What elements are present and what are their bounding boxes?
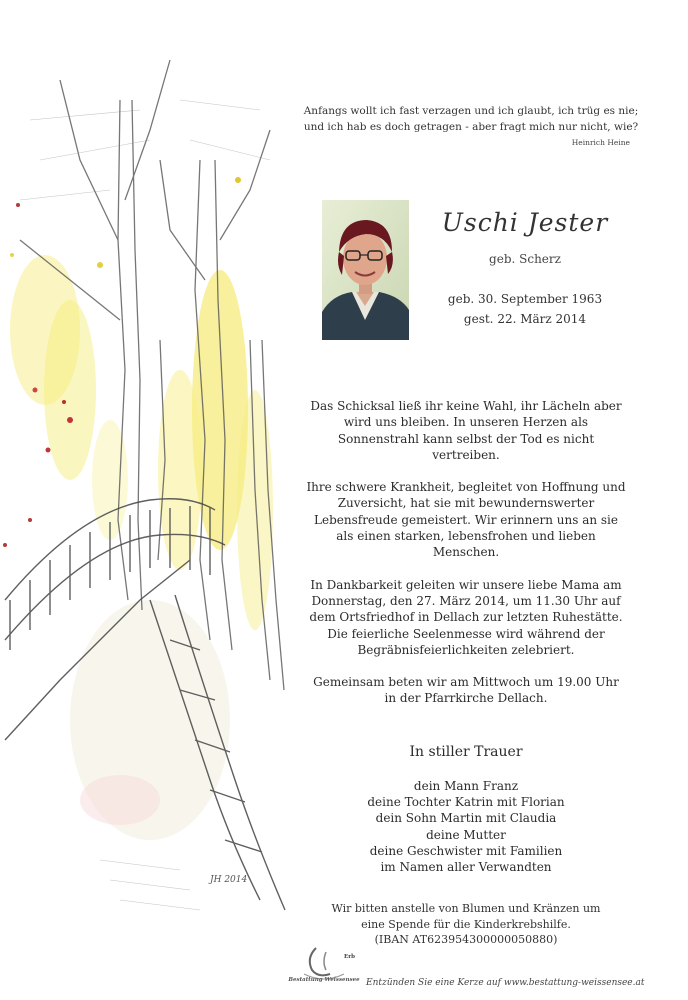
obituary-paragraph: Ihre schwere Krankheit, begleitet von Hoffnung und Zuversicht, hat sie mit bewundernswerter Lebensfreude gemeistert. Wir erinnern uns an sie als einen starken, lebensfrohen und lieben Menschen.: [306, 480, 626, 560]
mourner-line: im Namen aller Verwandten: [380, 860, 552, 875]
maiden-name: geb. Scherz: [489, 252, 561, 266]
funeral-home-logo-icon: [286, 944, 362, 992]
mourner-line: dein Mann Franz: [413, 779, 519, 793]
mourners-list: [306, 778, 626, 875]
death-date: gest. 22. März 2014: [463, 312, 587, 326]
mourner-line: deine Tochter Katrin mit Florian: [367, 795, 565, 810]
candle-link[interactable]: Entzünden Sie eine Kerze auf www.bestattung-weissensee.at: [366, 978, 645, 988]
obituary-paragraph: Das Schicksal ließ ihr keine Wahl, ihr Lächeln aber wird uns bleiben. In unseren Herzen als Sonnenstrahl kann selbst der Tod es nicht vertreiben.: [310, 399, 622, 462]
quote: [296, 103, 646, 135]
mourning-heading: In stiller Trauer: [409, 744, 523, 760]
request-line: Wir bitten anstelle von Blumen und Kränzen um: [331, 902, 601, 915]
quote-line: Anfangs wollt ich fast verzagen und ich glaubt, ich trüg es nie;: [303, 105, 639, 117]
mourner-line: dein Sohn Martin mit Claudia: [375, 811, 557, 826]
deceased-name: Uschi Jester: [441, 208, 609, 237]
quote-author: Heinrich Heine: [571, 138, 630, 147]
artwork-signature: JH 2014: [210, 875, 248, 885]
request-line: eine Spende für die Kinderkrebshilfe.: [361, 917, 571, 931]
obituary-paragraph: Gemeinsam beten wir am Mittwoch um 19.00 Uhr in der Pfarrkirche Dellach.: [313, 675, 619, 706]
obituary-paragraph: In Dankbarkeit geleiten wir unsere liebe Mama am Donnerstag, den 27. März 2014, um 11.30 Uhr auf dem Ortsfriedhof in Dellach zur letzten Ruhestätte. Die feierliche Seelenmesse wird während der Begräbnisfeierlichkeiten zelebriert.: [309, 577, 623, 657]
mourner-line: deine Mutter: [426, 827, 506, 842]
portrait-photo: [322, 200, 409, 340]
mourner-line: deine Geschwister mit Familien: [369, 843, 563, 858]
logo-text: Bestattung Weissensee: [288, 977, 360, 983]
watercolor-tree-artwork: [0, 40, 290, 940]
life-dates: [420, 289, 630, 329]
iban-line: (IBAN AT623954300000050880): [374, 933, 558, 946]
birth-date: geb. 30. September 1963: [447, 292, 603, 306]
logo-top-text: Erb: [344, 954, 355, 960]
obituary-text: [306, 398, 626, 723]
donation-request: [306, 901, 626, 948]
quote-line: und ich hab es doch getragen - aber fragt mich nur nicht, wie?: [303, 121, 639, 133]
